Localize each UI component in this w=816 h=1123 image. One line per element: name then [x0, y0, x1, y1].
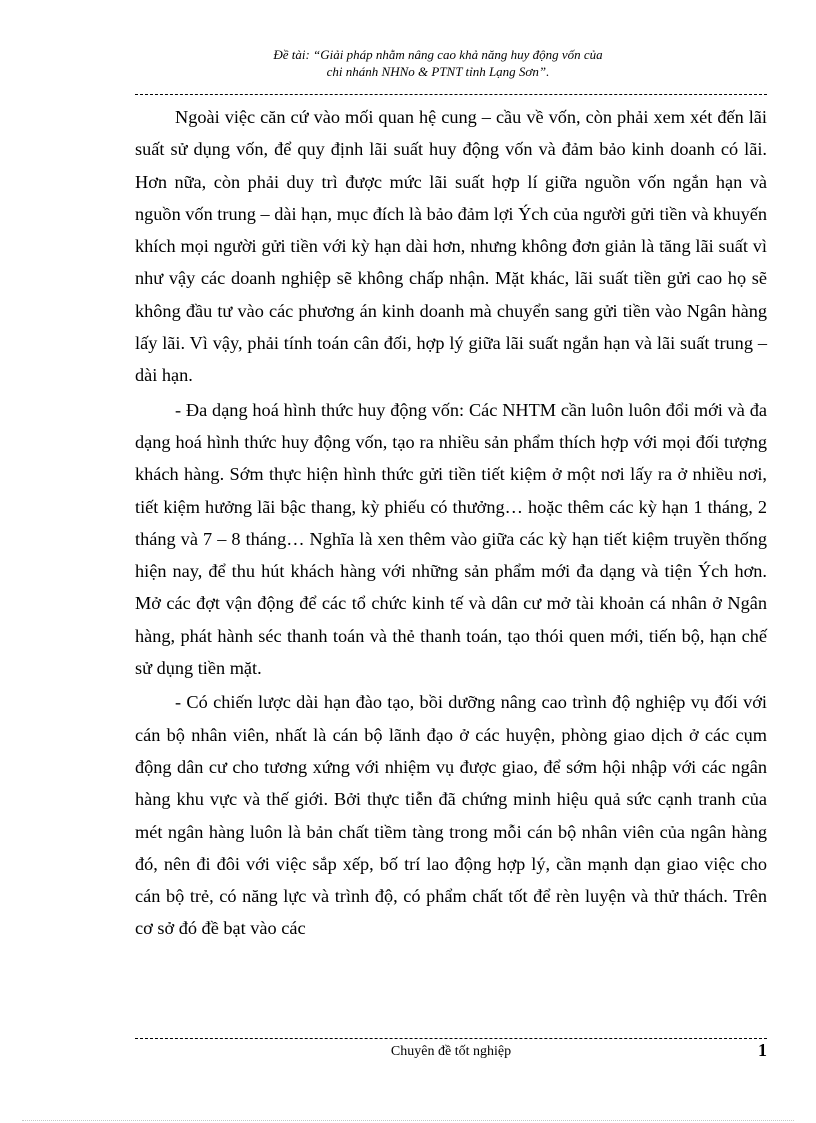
- footer-divider: [135, 1038, 767, 1039]
- document-body: [135, 101, 767, 947]
- footer-title: Chuyên đề tốt nghiệp: [390, 1044, 512, 1059]
- paragraph-diversify-mobilization: - Đa dạng hoá hình thức huy động vốn: Các NHTM cần luôn luôn đổi mới và đa dạng hoá hình thức huy động vốn, tạo ra nhiều sản phẩm thích hợp với mọi đối tượng khách hàng. Sớm thực hiện hình thức gửi tiền tiết kiệm ở một nơi lấy ra ở nhiều nơi, tiết kiệm hưởng lãi bậc thang, kỳ phiếu có thưởng… hoặc thêm các kỳ hạn 1 tháng, 2 tháng và 7 – 8 tháng… Nghĩa là xen thêm vào giữa các kỳ hạn tiết kiệm truyền thống hiện nay, để thu hút khách hàng với những sản phẩm mới đa dạng và tiện Ých hơn. Mở các đợt vận động để các tổ chức kinh tế và dân cư mở tài khoản cá nhân ở Ngân hàng, phát hành séc thanh toán và thẻ thanh toán, tạo thói quen mới, tiến bộ, hạn chế sử dụng tiền mặt.: [135, 399, 767, 679]
- header-title-line-1: Đề tài: “Giải pháp nhằm nâng cao khả năng huy động vốn của: [273, 47, 603, 62]
- paragraph-staff-training: - Có chiến lược dài hạn đào tạo, bồi dưỡng nâng cao trình độ nghiệp vụ đối với cán bộ nhân viên, nhất là cán bộ lãnh đạo ở các huyện, phòng giao dịch ở các cụm động dân cư cho tương xứng với nhiệm vụ được giao, để sớm hội nhập với các ngân hàng khu vực và thế giới. Bởi thực tiễn đã chứng minh hiệu quả sức cạnh tranh của mét ngân hàng luôn là bản chất tiềm tàng trong mỗi cán bộ nhân viên của ngân hàng đó, nên đi đôi với việc sắp xếp, bố trí lao động hợp lý, cần mạnh dạn giao việc cho cán bộ trẻ, có năng lực và trình độ, có phẩm chất tốt để rèn luyện và thử thách. Trên cơ sở đó đề bạt vào các: [135, 692, 767, 939]
- paragraph-interest-rate: Ngoài việc căn cứ vào mối quan hệ cung – cầu về vốn, còn phải xem xét đến lãi suất sử dụng vốn, để quy định lãi suất huy động vốn và đảm bảo kinh doanh có lãi. Hơn nữa, còn phải duy trì được mức lãi suất hợp lí giữa nguồn vốn ngắn hạn và nguồn vốn trung – dài hạn, mục đích là bảo đảm lợi Ých của người gửi tiền và khuyến khích mọi người gửi tiền với kỳ hạn dài hơn, nhưng không đơn giản là tăng lãi suất vì như vậy các doanh nghiệp sẽ không chấp nhận. Mặt khác, lãi suất tiền gửi cao họ sẽ không đầu tư vào các phương án kinh doanh mà chuyển sang gửi tiền vào Ngân hàng lấy lãi. Vì vậy, phải tính toán cân đối, hợp lý giữa lãi suất ngắn hạn và lãi suất trung – dài hạn.: [135, 107, 767, 386]
- header-title-line-2: chi nhánh NHNo & PTNT tỉnh Lạng Sơn”.: [326, 64, 550, 79]
- page-boundary: [22, 1120, 794, 1121]
- header-divider: [135, 94, 767, 95]
- page-number: 1: [758, 1040, 767, 1060]
- document-header: [0, 46, 816, 80]
